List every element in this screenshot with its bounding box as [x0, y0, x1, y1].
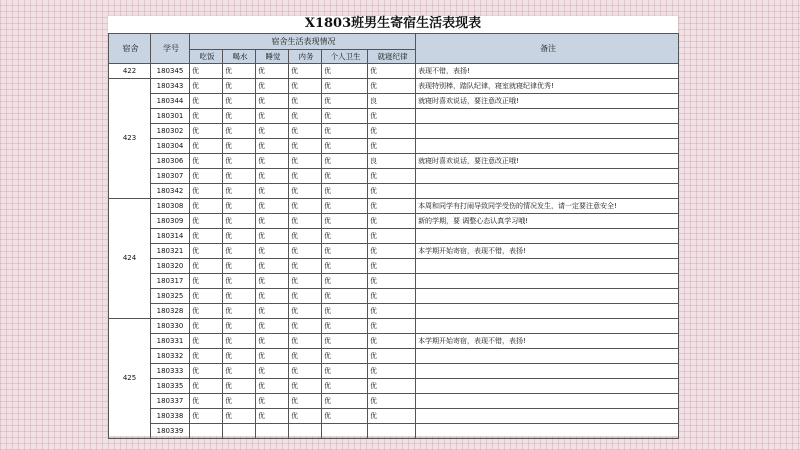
grade-cell: 优 — [368, 289, 416, 304]
grade-cell: 优 — [256, 394, 289, 409]
student-id-cell: 180309 — [151, 214, 190, 229]
remark-cell — [416, 289, 679, 304]
grade-cell: 优 — [256, 124, 289, 139]
grade-cell: 优 — [190, 229, 223, 244]
grade-cell: 优 — [368, 364, 416, 379]
remark-cell — [416, 364, 679, 379]
dorm-cell: 422 — [109, 64, 151, 79]
grade-cell: 优 — [322, 289, 368, 304]
grade-cell: 优 — [223, 349, 256, 364]
grade-cell: 优 — [322, 379, 368, 394]
grade-cell: 优 — [190, 379, 223, 394]
grade-cell: 优 — [368, 214, 416, 229]
grade-cell: 优 — [256, 94, 289, 109]
grade-cell: 优 — [256, 109, 289, 124]
header-student-id: 学号 — [151, 34, 190, 64]
grade-cell: 优 — [368, 334, 416, 349]
grade-cell: 优 — [368, 274, 416, 289]
grade-cell: 优 — [322, 229, 368, 244]
grade-cell: 优 — [256, 229, 289, 244]
grade-cell: 优 — [190, 64, 223, 79]
header-row-1 — [109, 34, 679, 50]
grade-cell: 优 — [256, 79, 289, 94]
table-row — [109, 154, 679, 169]
grade-cell: 优 — [289, 184, 322, 199]
student-id-cell: 180333 — [151, 364, 190, 379]
dorm-cell: 424 — [109, 199, 151, 319]
remark-cell — [416, 109, 679, 124]
grade-cell: 优 — [289, 379, 322, 394]
table-row — [109, 334, 679, 349]
grade-cell: 优 — [289, 244, 322, 259]
grade-cell: 优 — [322, 94, 368, 109]
student-id-cell: 180339 — [151, 424, 190, 439]
grade-cell: 优 — [190, 274, 223, 289]
grade-cell: 优 — [289, 169, 322, 184]
grade-cell: 优 — [368, 109, 416, 124]
remark-cell — [416, 229, 679, 244]
grade-cell: 优 — [190, 154, 223, 169]
grade-cell: 优 — [190, 124, 223, 139]
grade-cell: 优 — [322, 244, 368, 259]
grade-cell — [190, 424, 223, 439]
remark-cell: 表现不错，表扬! — [416, 64, 679, 79]
grade-cell: 优 — [256, 334, 289, 349]
grade-cell: 优 — [322, 184, 368, 199]
grade-cell: 优 — [289, 94, 322, 109]
remark-cell: 本周和同学有打闹导致同学受伤的情况发生，请一定要注意安全! — [416, 199, 679, 214]
student-id-cell: 180320 — [151, 259, 190, 274]
grade-cell: 良 — [368, 94, 416, 109]
grade-cell: 优 — [190, 214, 223, 229]
grade-cell: 优 — [190, 304, 223, 319]
grade-cell: 优 — [256, 364, 289, 379]
page-title: X1803班男生寄宿生活表现表 — [304, 16, 482, 31]
grade-cell: 优 — [256, 409, 289, 424]
grade-cell — [223, 424, 256, 439]
performance-table — [108, 33, 679, 439]
student-id-cell: 180304 — [151, 139, 190, 154]
grade-cell: 优 — [256, 154, 289, 169]
grade-cell: 优 — [190, 394, 223, 409]
dorm-cell: 423 — [109, 79, 151, 199]
table-row — [109, 64, 679, 79]
student-id-cell: 180302 — [151, 124, 190, 139]
table-row — [109, 289, 679, 304]
table-row — [109, 379, 679, 394]
table-row — [109, 319, 679, 334]
header-eating: 吃饭 — [190, 50, 223, 64]
student-id-cell: 180331 — [151, 334, 190, 349]
grade-cell: 优 — [190, 199, 223, 214]
student-id-cell: 180338 — [151, 409, 190, 424]
grade-cell: 优 — [190, 184, 223, 199]
grade-cell: 优 — [322, 364, 368, 379]
grade-cell: 优 — [256, 64, 289, 79]
remark-cell — [416, 319, 679, 334]
grade-cell: 优 — [289, 274, 322, 289]
table-row — [109, 94, 679, 109]
grade-cell: 优 — [256, 169, 289, 184]
remark-cell — [416, 424, 679, 439]
header-hygiene: 个人卫生 — [322, 50, 368, 64]
student-id-cell: 180342 — [151, 184, 190, 199]
grade-cell: 优 — [223, 259, 256, 274]
grade-cell: 优 — [223, 409, 256, 424]
grade-cell: 优 — [289, 109, 322, 124]
table-row — [109, 124, 679, 139]
remark-cell — [416, 124, 679, 139]
table-row — [109, 409, 679, 424]
remark-cell: 新的学期，要 调整心态认真学习哦! — [416, 214, 679, 229]
student-id-cell: 180317 — [151, 274, 190, 289]
header-discipline: 就寝纪律 — [368, 50, 416, 64]
grade-cell: 优 — [289, 304, 322, 319]
grade-cell: 优 — [322, 154, 368, 169]
grade-cell: 优 — [289, 349, 322, 364]
grade-cell — [289, 424, 322, 439]
grade-cell: 优 — [368, 319, 416, 334]
grade-cell: 优 — [223, 334, 256, 349]
grade-cell: 优 — [190, 319, 223, 334]
grade-cell: 优 — [289, 154, 322, 169]
grade-cell: 优 — [190, 169, 223, 184]
grade-cell: 优 — [223, 169, 256, 184]
student-id-cell: 180343 — [151, 79, 190, 94]
grade-cell: 优 — [223, 199, 256, 214]
grade-cell: 优 — [190, 364, 223, 379]
student-id-cell: 180337 — [151, 394, 190, 409]
table-row — [109, 394, 679, 409]
header-drinking: 喝水 — [223, 50, 256, 64]
student-id-cell: 180345 — [151, 64, 190, 79]
remark-cell — [416, 274, 679, 289]
grade-cell: 优 — [322, 304, 368, 319]
grade-cell: 优 — [190, 289, 223, 304]
grade-cell: 优 — [368, 124, 416, 139]
grade-cell: 良 — [368, 154, 416, 169]
table-body — [109, 64, 679, 439]
remark-cell: 就寝时喜欢说话，要注意改正哦! — [416, 154, 679, 169]
grade-cell: 优 — [223, 79, 256, 94]
grade-cell: 优 — [289, 64, 322, 79]
grade-cell: 优 — [322, 334, 368, 349]
grade-cell: 优 — [223, 304, 256, 319]
grade-cell: 优 — [223, 214, 256, 229]
grade-cell: 优 — [289, 364, 322, 379]
grade-cell: 优 — [322, 124, 368, 139]
grade-cell — [322, 424, 368, 439]
grade-cell: 优 — [289, 199, 322, 214]
grade-cell: 优 — [256, 244, 289, 259]
remark-cell — [416, 139, 679, 154]
grade-cell: 优 — [368, 199, 416, 214]
grade-cell: 优 — [190, 409, 223, 424]
table-row — [109, 424, 679, 439]
table-row — [109, 79, 679, 94]
student-id-cell: 180325 — [151, 289, 190, 304]
grade-cell: 优 — [190, 259, 223, 274]
remark-cell — [416, 349, 679, 364]
grade-cell: 优 — [368, 244, 416, 259]
grade-cell: 优 — [322, 214, 368, 229]
grade-cell: 优 — [256, 199, 289, 214]
header-dorm: 宿舍 — [109, 34, 151, 64]
table-row — [109, 109, 679, 124]
grade-cell: 优 — [322, 169, 368, 184]
grade-cell: 优 — [322, 139, 368, 154]
grade-cell: 优 — [256, 214, 289, 229]
grade-cell: 优 — [368, 169, 416, 184]
header-sleeping: 睡觉 — [256, 50, 289, 64]
grade-cell: 优 — [256, 274, 289, 289]
grade-cell: 优 — [368, 64, 416, 79]
grade-cell: 优 — [322, 274, 368, 289]
grade-cell: 优 — [256, 259, 289, 274]
grade-cell: 优 — [256, 184, 289, 199]
grade-cell: 优 — [289, 289, 322, 304]
grade-cell: 优 — [368, 304, 416, 319]
grade-cell: 优 — [223, 109, 256, 124]
grade-cell: 优 — [322, 409, 368, 424]
table-row — [109, 349, 679, 364]
header-group: 宿舍生活表现情况 — [190, 34, 416, 50]
grade-cell: 优 — [223, 94, 256, 109]
grade-cell: 优 — [223, 379, 256, 394]
student-id-cell: 180344 — [151, 94, 190, 109]
student-id-cell: 180330 — [151, 319, 190, 334]
grade-cell: 优 — [256, 304, 289, 319]
document-page — [108, 16, 678, 436]
grade-cell: 优 — [223, 244, 256, 259]
grade-cell: 优 — [223, 139, 256, 154]
grade-cell: 优 — [289, 334, 322, 349]
grade-cell: 优 — [223, 154, 256, 169]
table-row — [109, 199, 679, 214]
grade-cell: 优 — [223, 184, 256, 199]
remark-cell — [416, 409, 679, 424]
grade-cell: 优 — [289, 79, 322, 94]
grade-cell: 优 — [223, 289, 256, 304]
remark-cell — [416, 169, 679, 184]
remark-cell: 就寝时喜欢说话，要注意改正哦! — [416, 94, 679, 109]
grade-cell — [256, 424, 289, 439]
grade-cell: 优 — [223, 364, 256, 379]
grade-cell: 优 — [223, 274, 256, 289]
grade-cell: 优 — [322, 349, 368, 364]
header-housekeeping: 内务 — [289, 50, 322, 64]
grade-cell: 优 — [368, 409, 416, 424]
grade-cell: 优 — [223, 64, 256, 79]
grade-cell: 优 — [190, 349, 223, 364]
grade-cell: 优 — [223, 394, 256, 409]
grade-cell: 优 — [289, 229, 322, 244]
student-id-cell: 180314 — [151, 229, 190, 244]
grade-cell — [368, 424, 416, 439]
table-row — [109, 184, 679, 199]
grade-cell: 优 — [368, 229, 416, 244]
grade-cell: 优 — [256, 319, 289, 334]
grade-cell: 优 — [368, 79, 416, 94]
grade-cell: 优 — [256, 289, 289, 304]
grade-cell: 优 — [256, 379, 289, 394]
grade-cell: 优 — [289, 409, 322, 424]
grade-cell: 优 — [322, 64, 368, 79]
grade-cell: 优 — [256, 349, 289, 364]
table-row — [109, 214, 679, 229]
grade-cell: 优 — [368, 379, 416, 394]
table-row — [109, 304, 679, 319]
grade-cell: 优 — [223, 229, 256, 244]
table-row — [109, 364, 679, 379]
table-row — [109, 229, 679, 244]
remark-cell — [416, 304, 679, 319]
grade-cell: 优 — [289, 214, 322, 229]
grade-cell: 优 — [289, 139, 322, 154]
student-id-cell: 180321 — [151, 244, 190, 259]
student-id-cell: 180306 — [151, 154, 190, 169]
grade-cell: 优 — [190, 94, 223, 109]
grade-cell: 优 — [289, 259, 322, 274]
remark-cell — [416, 184, 679, 199]
student-id-cell: 180332 — [151, 349, 190, 364]
student-id-cell: 180335 — [151, 379, 190, 394]
remark-cell — [416, 394, 679, 409]
table-row — [109, 259, 679, 274]
table-row — [109, 139, 679, 154]
grade-cell: 优 — [368, 184, 416, 199]
student-id-cell: 180308 — [151, 199, 190, 214]
student-id-cell: 180328 — [151, 304, 190, 319]
table-row — [109, 244, 679, 259]
remark-cell: 本学期开始寄宿，表现不错，表扬! — [416, 334, 679, 349]
remark-cell: 本学期开始寄宿，表现不错，表扬! — [416, 244, 679, 259]
grade-cell: 优 — [289, 319, 322, 334]
grade-cell: 优 — [368, 349, 416, 364]
grade-cell: 优 — [322, 394, 368, 409]
grade-cell: 优 — [322, 259, 368, 274]
dorm-cell: 425 — [109, 319, 151, 439]
student-id-cell: 180301 — [151, 109, 190, 124]
grade-cell: 优 — [223, 319, 256, 334]
grade-cell: 优 — [322, 109, 368, 124]
grade-cell: 优 — [190, 244, 223, 259]
header-remark: 备注 — [416, 34, 679, 64]
grade-cell: 优 — [190, 139, 223, 154]
grade-cell: 优 — [368, 139, 416, 154]
grade-cell: 优 — [289, 124, 322, 139]
student-id-cell: 180307 — [151, 169, 190, 184]
remark-cell: 表现特别棒，踏队纪律，寝室就寝纪律优秀! — [416, 79, 679, 94]
grade-cell: 优 — [289, 394, 322, 409]
grade-cell: 优 — [223, 124, 256, 139]
grade-cell: 优 — [368, 394, 416, 409]
grade-cell: 优 — [322, 79, 368, 94]
grade-cell: 优 — [256, 139, 289, 154]
remark-cell — [416, 259, 679, 274]
grade-cell: 优 — [322, 319, 368, 334]
grade-cell: 优 — [190, 79, 223, 94]
table-row — [109, 169, 679, 184]
grade-cell: 优 — [190, 334, 223, 349]
remark-cell — [416, 379, 679, 394]
grade-cell: 优 — [322, 199, 368, 214]
table-row — [109, 274, 679, 289]
grade-cell: 优 — [190, 109, 223, 124]
grade-cell: 优 — [368, 259, 416, 274]
